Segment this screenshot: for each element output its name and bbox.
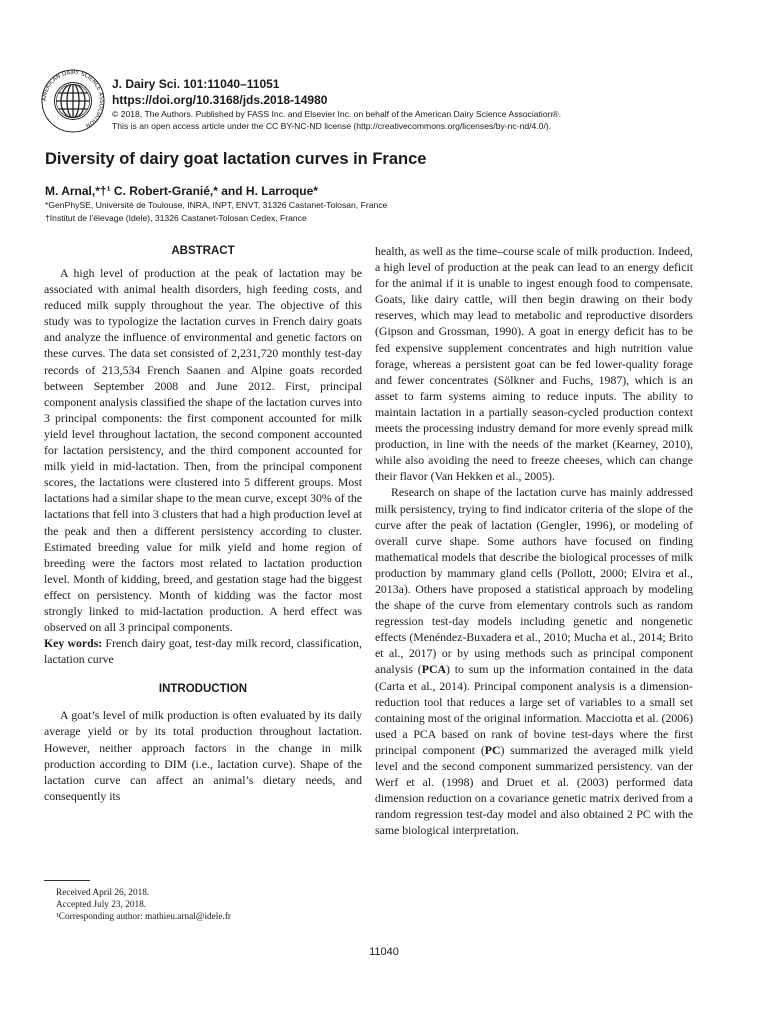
corresponding-author: ¹Corresponding author: mathieu.arnal@idele.fr [56,912,232,922]
right-paragraph-2-part-c: ) summarized the averaged milk yield level and the second component summarized persistency. van der Werf et al. (1998) and Druet et al. (2003) performed data dimension reduction on a covariance genetic matrix derived from a random regression test-day model and also obtained 2 PC with the same biological interpretation. [375,742,693,838]
license-notice: This is an open access article under the CC BY-NC-ND license (http://creativecommons.org/licenses/by-nc-nd/4.0/). [112,121,552,131]
abstract-heading: ABSTRACT [171,245,235,257]
pca-abbreviation: PCA [421,662,446,677]
right-paragraph-2-part-b: ) to sum up the information contained in the data (Carta et al., 2014). Principal component analysis is a dimension-reduction tool that reduces a large set of variables to a small set containing most of the original information. Macciotta et al. (2006) used a PCA based on rank of bovine test-days where the first principal component ( [375,662,694,757]
received-date: Received April 26, 2018. [56,888,150,898]
left-column [44,243,362,804]
accepted-date: Accepted July 23, 2018. [56,900,147,910]
adsa-logo-icon [40,68,106,134]
doi-link[interactable]: https://doi.org/10.3168/jds.2018-14980 [112,93,328,107]
right-paragraph-2-part-a: Research on shape of the lactation curve has mainly addressed milk persistency, trying to find indicator criteria of the slope of the curve after the peak of lactation (Gengler, 1996), or modeling of overall curve shape. Some authors have focused on finding mathematical models that describe the biological processes of milk production by mammary gland cells (Pollott, 2000; Elvira et al., 2013a). Others have proposed a statistical approach by modeling the shape of the curve from elementary controls such as random regression test-day models including genetic and nongenetic effects (Menéndez-Buxadera et al., 2010; Mucha et al., 2014; Brito et al., 2017) or by using methods such as principal component analysis ( [375,485,693,677]
keywords-text: French dairy goat, test-day milk record, classification, lactation curve [44,636,362,667]
introduction-paragraph-1: A goat’s level of milk production is often evaluated by its daily average yield or by its total production throughout lactation. However, neither approach factors in the change in milk production according to DIM (i.e., lactation curve). Shape of the lactation curve can affect an animal’s dietary needs, and consequently its [44,708,362,803]
page-number: 11040 [369,946,399,958]
introduction-heading: INTRODUCTION [158,683,248,696]
journal-citation: J. Dairy Sci. 101:11040–11051 [112,77,280,91]
keywords-label: Key words: [44,636,103,651]
affiliation-1: *GenPhySE, Université de Toulouse, INRA, INPT, ENVT, 31326 Castanet-Tolosan, France [45,200,388,210]
keywords-line [44,635,362,667]
author-list: M. Arnal,*†¹ C. Robert-Granié,* and H. Larroque* [45,184,318,198]
journal-header [112,76,732,132]
right-column [375,243,693,838]
abstract-body: A high level of production at the peak of lactation may be associated with animal health disorders, high feeding costs, and reduced milk supply throughout the year. The objective of this study was to typologize the lactation curves in French dairy goats and analyze the influence of environmental and genetic factors on these curves. The data set consisted of 2,231,720 monthly test-day records of 213,534 French Saanen and Alpine goats recorded between September 2008 and June 2012. First, principal component analysis classified the shape of the lactation curves into 3 principal components: the first component accounted for milk yield level throughout lactation, the second component accounted for lactation persistency, and the third component accounted for milk yield in mid-lactation. Then, from the principal component scores, the lactations were clustered into 5 different groups. Most lactations had a similar shape to the mean curve, except 30% of the lactations that fell into 3 clusters that had a high production level at the peak and then a different persistency according to cluster. Estimated breeding value for milk yield and home region of breeding were the factors most related to lactation production level. Month of kidding, breed, and gestation stage had the biggest effect on persistency. Month of kidding was the factor most strongly linked to mid-lactation production. A herd effect was observed on all 3 principal components. [44,266,362,635]
pc-abbreviation: PC [484,742,501,757]
article-title: Diversity of dairy goat lactation curves in France [45,150,427,168]
right-paragraph-1: health, as well as the time–course scale of milk production. Indeed, a high level of production at the peak can lead to an energy deficit for the animal if it is unable to ingest enough food to compensate. Goats, like dairy cattle, will then begin drawing on their body reserves, which may lead to metabolic and reproductive disorders (Gipson and Grossman, 1990). A goat in energy deficit has to be fed expensive supplement concentrates and high nutrition value forage, whereas a persistent goat can be fed lower-quality forage and fewer concentrates (Sölkner and Fuchs, 1987), which is an asset to farm systems aiming to reduce inputs. The ability to maintain lactation in a partially season-cycled production context meets the processing industry demand for more evenly spread milk production, in line with the needs of the market (Kearney, 2010), while also avoiding the need to freeze cheeses, which can change their flavor (Van Hekken et al., 2005). [375,244,693,484]
footnotes [56,887,231,923]
copyright-notice: © 2018, The Authors. Published by FASS Inc. and Elsevier Inc. on behalf of the American Dairy Science Association®. [112,109,562,119]
right-paragraph-2 [375,484,693,838]
logo-ring-text: AMERICAN DAIRY SCIENCE ASSOCIATION [41,69,105,129]
affiliations [45,199,387,224]
footnote-rule [44,880,90,881]
affiliation-2: †Institut de l’élevage (Idele), 31326 Castanet-Tolosan Cedex, France [45,212,307,223]
